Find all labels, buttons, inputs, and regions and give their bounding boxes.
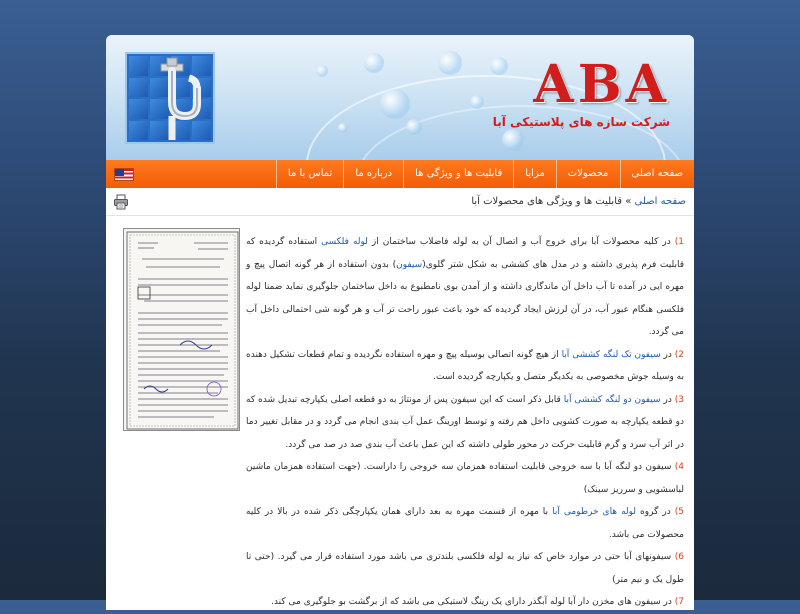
product-link[interactable]: سیفون تک لنگه کششی آبا (561, 349, 661, 360)
bubble-decoration (364, 53, 384, 73)
feature-text: در کلیه محصولات آبا برای خروج آب و اتصال آن به لوله فاضلاب ساختمان از (367, 237, 675, 247)
bubble-decoration (380, 89, 410, 119)
product-link[interactable]: لوله های خرطومی آبا (552, 507, 637, 517)
bubble-decoration (406, 119, 422, 135)
feature-paragraph (246, 389, 684, 457)
feature-text: استفاده گردیده که قابلیت فرم پذیری داشته و در مدل های کششی به شکل شتر گلوی( (246, 237, 684, 270)
bubble-decoration (502, 129, 524, 151)
certificate-document-icon[interactable] (123, 228, 240, 431)
bubble-decoration (438, 51, 462, 75)
product-link[interactable]: لوله فلکسی (321, 237, 368, 247)
feature-text: با مهره از قسمت مهره به بعد دارای همان یکپارچگی ذکر شده در بالا در کلیه محصولات می باشد. (246, 507, 684, 540)
feature-number: 4) (674, 462, 684, 472)
breadcrumb-bar (106, 188, 694, 216)
bubble-decoration (338, 123, 348, 133)
feature-paragraph (246, 591, 684, 614)
feature-text: سیفون دو لنگه آبا با سه خروجی قابلیت استفاده همزمان سه خروجی را داراست. (جهت استفاده همزمان ماشین لباسشویی و سرریز سینک) (246, 462, 684, 495)
brand-block (492, 54, 670, 129)
feature-paragraph (246, 344, 684, 389)
nav-item-home[interactable]: صفحه اصلی (620, 160, 694, 188)
feature-paragraph (246, 501, 684, 546)
feature-number: 6) (674, 552, 684, 562)
features-content (246, 231, 684, 614)
feature-text: در (660, 349, 675, 360)
feature-text: از هیچ گونه اتصالی بوسیله پیچ و مهره استفاده نگردیده و تمام قطعات تشکیل دهنده به وسیله جوش مخصوصی به یکدیگر متصل و یکپارچه گردیده است. (246, 349, 684, 382)
feature-text: در (660, 394, 675, 405)
brand-name: ABA (533, 54, 670, 115)
breadcrumb (471, 196, 686, 207)
page-container (106, 35, 694, 610)
feature-paragraph (246, 546, 684, 591)
feature-text: در گروه (636, 507, 675, 517)
site-header (106, 35, 694, 160)
breadcrumb-home-link[interactable]: صفحه اصلی (634, 196, 686, 207)
nav-item-about[interactable]: درباره ما (343, 160, 403, 188)
feature-number: 1) (674, 237, 685, 247)
feature-text: در سیفون های مخزن دار آبا لوله آبگذر دارای یک رینگ لاستیکی می باشد که از برگشت بو جلوگیری می کند. (271, 597, 675, 607)
bubble-decoration (316, 65, 328, 77)
us-flag-icon[interactable] (114, 168, 134, 181)
nav-item-advantages[interactable]: مزایا (513, 160, 555, 188)
bubble-decoration (470, 95, 484, 109)
feature-text: سیفونهای آبا حتی در موارد خاص که نیاز به لوله فلکسی بلندتری می باشد مورد استفاده قرار می گیرد. (حتی تا طول یک و نیم متر) (246, 552, 684, 585)
feature-number: 5) (674, 507, 684, 517)
printer-icon[interactable] (114, 194, 128, 210)
product-link[interactable]: سیفون (396, 259, 423, 270)
nav-item-products[interactable]: محصولات (556, 160, 620, 188)
siphon-pipe-icon (127, 54, 217, 146)
main-navigation (106, 160, 694, 188)
feature-number: 7) (674, 597, 684, 607)
company-logo[interactable] (125, 52, 215, 144)
brand-subtitle: شرکت سازه های پلاستیکی آبا (492, 115, 670, 129)
nav-item-contact[interactable]: تماس با ما (276, 160, 343, 188)
feature-number: 3) (674, 394, 685, 405)
feature-paragraph (246, 231, 684, 344)
feature-text: ) بدون استفاده از هر گونه اتصال پیچ و مهره ایی در آمده تا آب داخل آن ماندگاری داشته و از آمدن بوی نامطبوع به داخل ساختمان جلوگیری نماید ضمنا لوله فلکسی هنگام عبور آب، در آن لرزش ایجاد گردیده که خود باعث عبور راحت تر آب و هر گونه شی احتمالی داخل آب می گردد. (246, 259, 684, 337)
breadcrumb-separator: » (622, 196, 635, 207)
feature-number: 2) (674, 349, 685, 360)
product-link[interactable]: سیفون دو لنگه کششی آبا (563, 394, 661, 405)
nav-item-features[interactable]: قابلیت ها و ویژگی ها (403, 160, 513, 188)
breadcrumb-current: قابلیت ها و ویژگی های محصولات آبا (471, 196, 623, 207)
feature-paragraph (246, 456, 684, 501)
feature-text: قابل ذکر است که این سیفون پس از مونتاژ به دو قطعه اصلی یکپارچه تبدیل شده که دو قطعه یکپارچه به صورت کشویی داخل هم رفته و توسط اورینگ عمل آب بندی انجام می گردد و در مقابل تغییر دما در اثر آب سرد و گرم قابلیت حرکت در محور طولی داشته که این عمل باعث آب بندی صد در صد می گردد. (246, 394, 684, 450)
